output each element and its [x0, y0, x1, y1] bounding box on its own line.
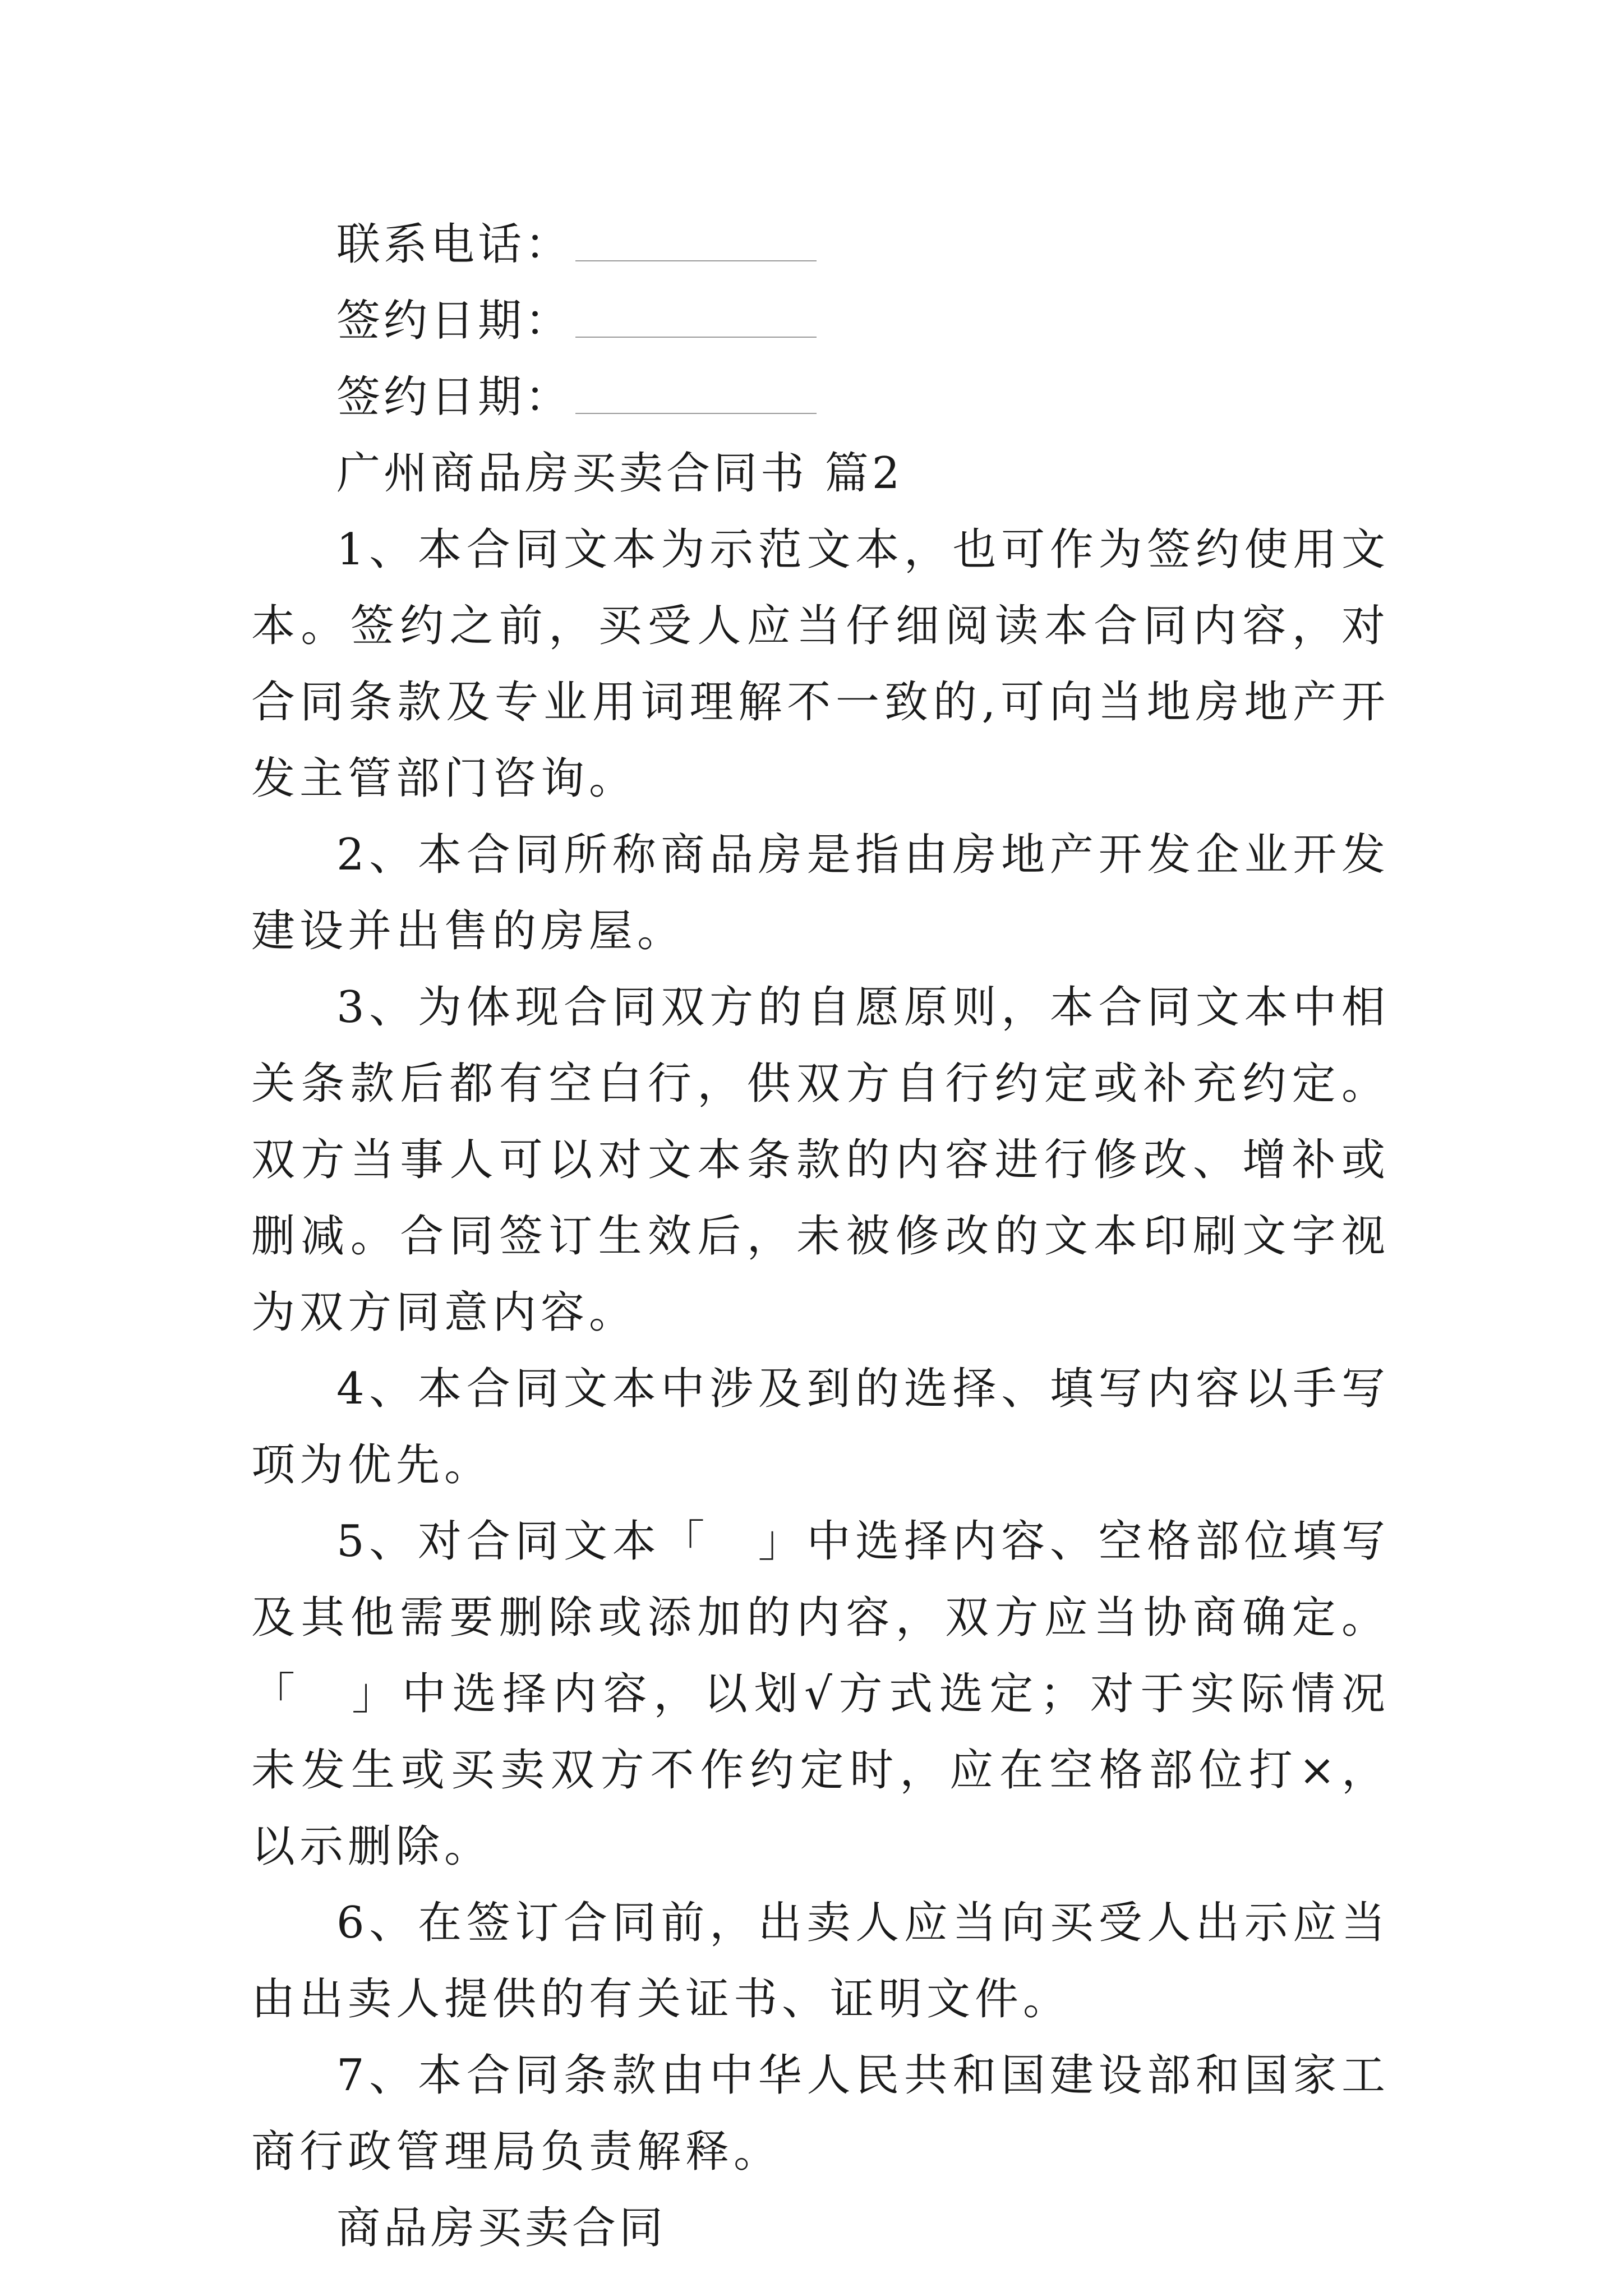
sign-date-row-1	[251, 283, 1390, 359]
sign-date-row-2	[251, 359, 1390, 435]
section-title: 广州商品房买卖合同书 篇2	[336, 448, 903, 499]
closing-title: 商品房买卖合同	[336, 2203, 667, 2253]
sign-date-blank-1	[575, 337, 817, 338]
contact-phone-row	[251, 206, 1390, 283]
contact-phone-label: 联系电话：	[336, 219, 573, 270]
note-7: 7、本合同条款由中华人民共和国建设部和国家工商行政管理局负责解释。	[251, 2050, 1390, 2177]
document-content	[251, 206, 1390, 2266]
note-6: 6、在签订合同前，出卖人应当向买受人出示应当由出卖人提供的有关证书、证明文件。	[251, 1898, 1390, 2024]
note-5: 5、对合同文本「 」中选择内容、空格部位填写及其他需要删除或添加的内容，双方应当协商确定。「 」中选择内容，以划√方式选定；对于实际情况未发生或买卖双方不作约定时，应在空格部位打×，以示删除。	[251, 1516, 1390, 1872]
sign-date-blank-2	[575, 413, 817, 414]
note-1: 1、本合同文本为示范文本，也可作为签约使用文本。签约之前，买受人应当仔细阅读本合同内容，对合同条款及专业用词理解不一致的,可向当地房地产开发主管部门咨询。	[251, 524, 1390, 804]
contact-phone-blank	[575, 260, 817, 261]
sign-date-label-2: 签约日期：	[336, 372, 573, 422]
sign-date-label-1: 签约日期：	[336, 296, 573, 346]
note-2: 2、本合同所称商品房是指由房地产开发企业开发建设并出售的房屋。	[251, 830, 1390, 956]
note-4: 4、本合同文本中涉及到的选择、填写内容以手写项为优先。	[251, 1364, 1390, 1490]
note-3: 3、为体现合同双方的自愿原则，本合同文本中相关条款后都有空白行，供双方自行约定或补充约定。双方当事人可以对文本条款的内容进行修改、增补或删减。合同签订生效后，未被修改的文本印刷文字视为双方同意内容。	[251, 982, 1390, 1338]
